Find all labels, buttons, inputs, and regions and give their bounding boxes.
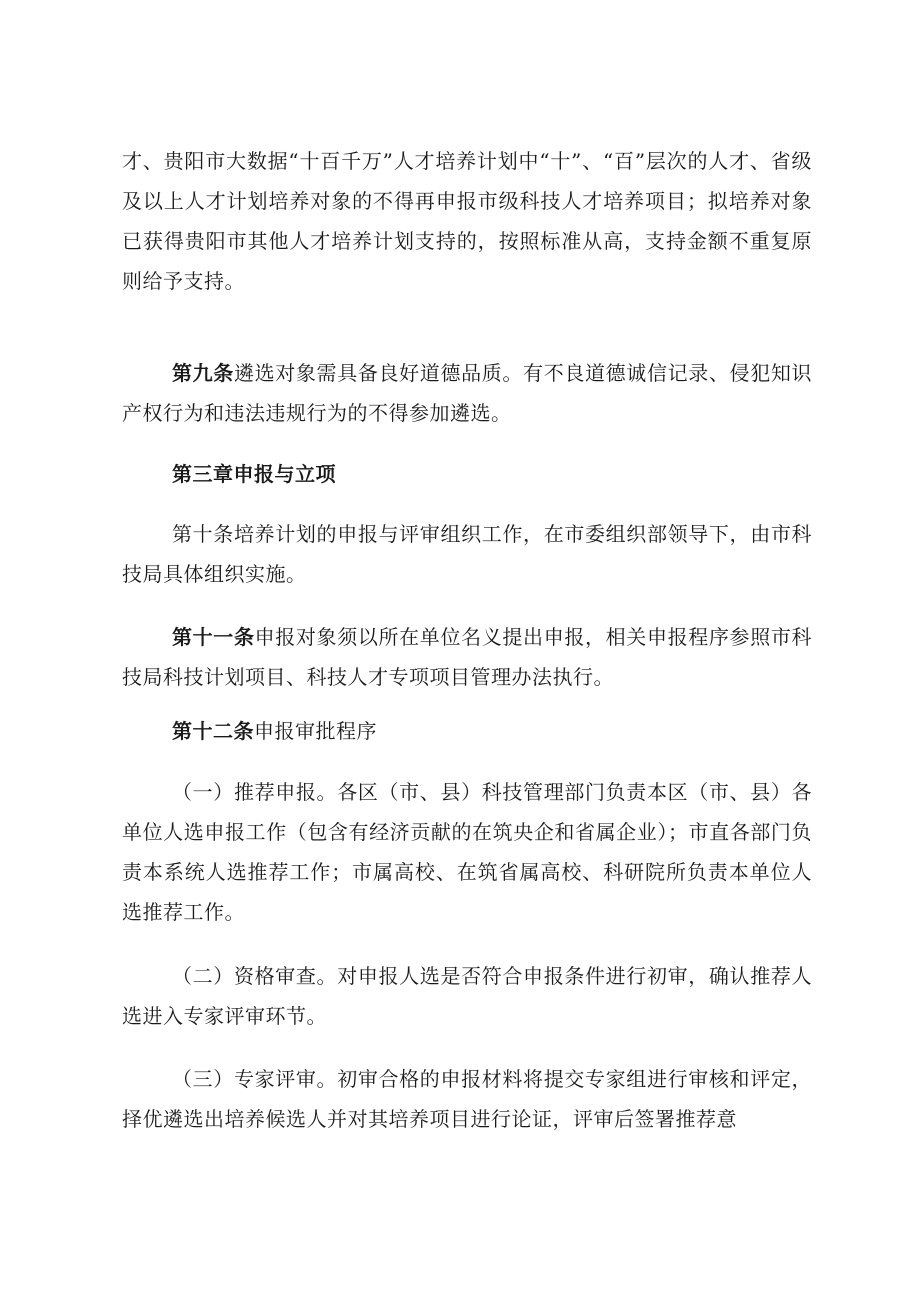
article-11 — [122, 617, 812, 697]
article-9 — [122, 353, 812, 433]
paragraph-eligibility-continued: 才、贵阳市大数据“十百千万”人才培养计划中“十”、“百”层次的人才、省级及以上人才计划培养对象的不得再申报市级科技人才培养项目；拟培养对象已获得贵阳市其他人才培养计划支持的，按照标准从高，支持金额不重复原则给予支持。 — [122, 149, 812, 293]
item-2-qualification-review: （二）资格审查。对申报人选是否符合申报条件进行初审，确认推荐人选进入专家评审环节。 — [122, 964, 812, 1028]
article-12-text: 申报审批程序 — [254, 719, 377, 743]
chapter-3-heading: 第三章申报与立项 — [172, 462, 336, 486]
article-12 — [122, 711, 812, 751]
article-9-text: 遴选对象需具备良好道德品质。有不良道德诚信记录、侵犯知识产权行为和违法违规行为的不得参加遴选。 — [122, 361, 813, 425]
article-9-title: 第九条 — [172, 361, 234, 385]
article-10: 第十条培养计划的申报与评审组织工作，在市委组织部领导下，由市科技局具体组织实施。 — [122, 522, 812, 586]
article-11-title: 第十一条 — [172, 625, 255, 649]
item-3-expert-review: （三）专家评审。初审合格的申报材料将提交专家组进行审核和评定，择优遴选出培养候选人并对其培养项目进行论证，评审后签署推荐意 — [122, 1067, 812, 1131]
article-12-title: 第十二条 — [172, 719, 254, 743]
article-11-text: 申报对象须以所在单位名义提出申报，相关申报程序参照市科技局科技计划项目、科技人才专项项目管理办法执行。 — [122, 625, 813, 689]
item-1-recommendation: （一）推荐申报。各区（市、县）科技管理部门负责本区（市、县）各单位人选申报工作（包含有经济贡献的在筑央企和省属企业）；市直各部门负责本系统人选推荐工作；市属高校、在筑省属高校、科研院所负责本单位人选推荐工作。 — [122, 780, 812, 924]
